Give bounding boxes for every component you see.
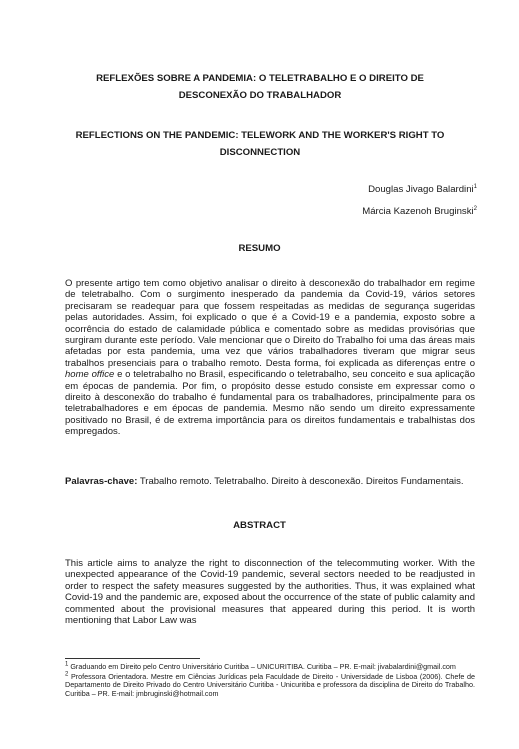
resumo-text-part-2: e o teletrabalho no Brasil, especificando o teletrabalho, seu conceito e sua aplicação em épocas de pandemia. Por fim, o propósito desse estudo consiste em expressar como o direito à desconexão do trabalho é fundamental para os trabalhadores, principalmente para os teletrabalhadores e em épocas de pandemia. Mesmo não sendo um direito expressamente positivado no Brasil, é de extrema importância para os direitos fundamentais e trabalhistas dos empregados.: [65, 369, 475, 438]
keywords-text: Trabalho remoto. Teletrabalho. Direito à desconexão. Direitos Fundamentais.: [139, 476, 464, 487]
footnotes: [65, 658, 475, 699]
footnote-marker: 1: [473, 183, 477, 190]
footnote-text: Professora Orientadora. Mestre em Ciências Jurídicas pela Faculdade de Direito - Universidade de Lisboa (2006). Chefe de Departamento de Direito Privado do Centro Universitário Curitiba - Unicuritiba e professora da disciplina de Direito do Trabalho. Curitiba – PR. E-mail: jmbruginski@hotmail.com: [65, 671, 475, 698]
resumo-text-part-1: O presente artigo tem como objetivo analisar o direito à desconexão do trabalhador em regime de teletrabalho. Com o surgimento inesperado da pandemia da Covid-19, vários setores precisaram se readequar para que fossem respeitadas as medidas de segurança sugeridas pelas autoridades. Assim, foi explicado o que é a Covid-19 e a pandemia, exposto sobre a ocorrência do estado de calamidade pública e comentado sobre as medidas provisórias que surgiram durante este período. Vale mencionar que o Direito do Trabalho foi uma das áreas mais afetadas por esta pandemia, uma vez que vários trabalhadores tiveram que migrar seus trabalhos presenciais para o trabalho remoto. Desta forma, foi explicada as diferenças entre o: [65, 278, 475, 369]
abstract-paragraph: This article aims to analyze the right to disconnection of the telecommuting worker. With the unexpected appearance of the Covid-19 pandemic, several sectors needed to be readjusted in order to respect the safety measures suggested by the authorities. Thus, it was explained what Covid-19 and the pandemic are, exposed about the occurrence of the state of public calamity and commented about the provisional measures that appeared during this period. It is worth mentioning that Labor Law was: [65, 558, 475, 627]
title-english: REFLECTIONS ON THE PANDEMIC: TELEWORK AND THE WORKER'S RIGHT TO DISCONNECTION: [75, 130, 445, 158]
footnote-1: [65, 663, 475, 672]
author-name: Douglas Jivago Balardini: [368, 184, 474, 195]
resumo-heading: RESUMO: [238, 243, 281, 254]
keywords-paragraph: [65, 476, 475, 487]
author-1: [368, 184, 477, 195]
footnote-marker: 2: [473, 205, 477, 212]
footnote-2: [65, 673, 475, 699]
resumo-italic-term: home office: [65, 369, 115, 381]
footnote-mark: 1: [65, 661, 69, 668]
keywords-label: Palavras-chave:: [65, 476, 138, 487]
footnote-text: Graduando em Direito pelo Centro Universitário Curitiba – UNICURITIBA. Curitiba – PR. E-mail: jivabalardini@gmail.com: [70, 662, 456, 671]
abstract-heading: ABSTRACT: [233, 520, 286, 531]
title-portuguese: REFLEXÕES SOBRE A PANDEMIA: O TELETRABALHO E O DIREITO DE DESCONEXÃO DO TRABALHADOR: [96, 73, 424, 101]
author-name: Márcia Kazenoh Bruginski: [362, 206, 474, 217]
author-2: [362, 206, 477, 217]
footnote-divider: [65, 658, 200, 659]
resumo-paragraph: [65, 278, 475, 438]
footnote-mark: 2: [65, 671, 69, 678]
